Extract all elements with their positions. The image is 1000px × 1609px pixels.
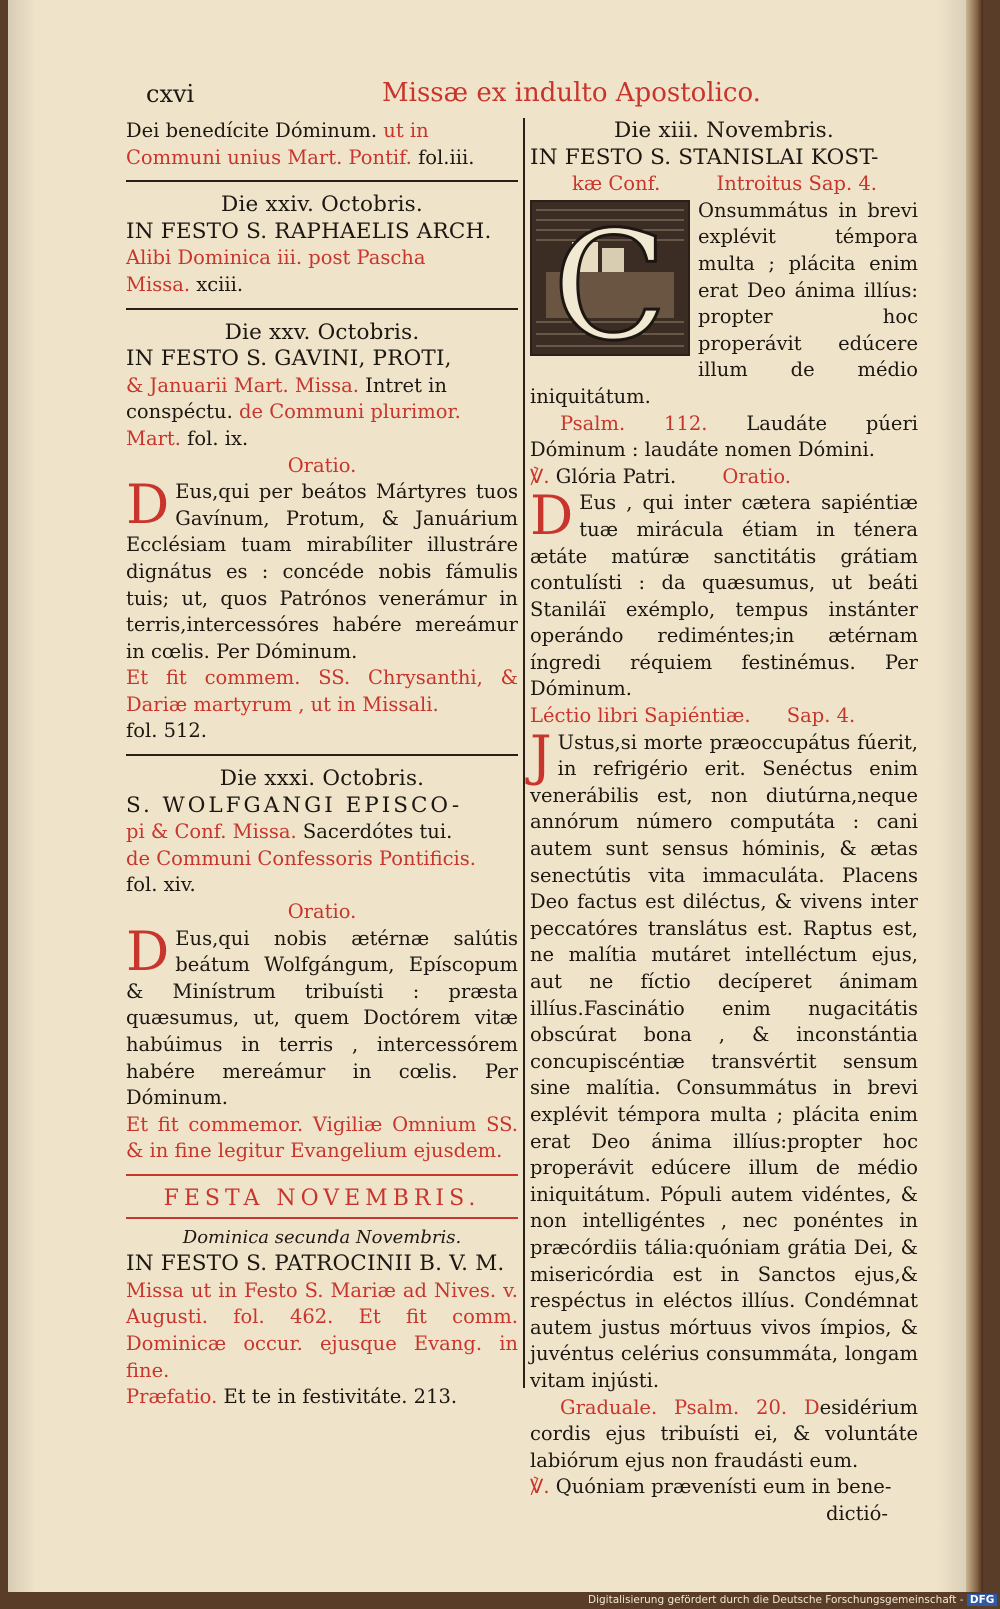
dfg-logo: DFG xyxy=(967,1594,998,1606)
feast-heading: S. WOLFGANGI EPISCO- xyxy=(126,792,463,818)
section-rule xyxy=(126,180,518,182)
text-line: Præfatio. Et te in festivitáte. 213. xyxy=(126,1385,458,1409)
commemoration: Et fit commem. SS. Chrysanthi, & Dariæ martyrum , ut in Missali. xyxy=(126,666,518,716)
feast-date: Die xxv. Octobris. xyxy=(224,319,420,345)
oratio-heading: Oratio. xyxy=(287,453,357,477)
right-column xyxy=(530,118,918,1527)
book-page xyxy=(8,0,983,1592)
catchword: dictió- xyxy=(825,1501,888,1525)
rubric-line: de Communi Confessoris Pontificis. xyxy=(126,846,476,870)
feast-heading: IN FESTO S. STANISLAI KOST- xyxy=(530,144,879,170)
decorated-initial xyxy=(530,200,690,356)
month-heading: FESTA NOVEMBRIS. xyxy=(163,1185,481,1211)
prayer-text: D Eus , qui inter cætera sapiéntiæ tuæ mirácula étiam in ténera ætáte matúræ sanctitátis grátiam contulísti : da quæsumus, ut beáti Staniláï exémplo, tempus instánter operándo rediméntes;in ætérnam íngredi réquiem festinémus. Per Dóminum. xyxy=(530,484,918,701)
rubric-text: Missa ut in Festo S. Mariæ ad Nives. v. Augusti. fol. 462. Et fit comm. Dominicæ occur. ejusque Evang. in fine. xyxy=(126,1278,518,1382)
section-rule xyxy=(126,308,518,310)
feast-date: Die xiii. Novembris. xyxy=(614,118,834,143)
text-line: Mart. fol. ix. xyxy=(126,426,249,450)
text-line: Communi unius Mart. Pontif. fol.iii. xyxy=(126,145,475,169)
sunday-subtitle: Dominica secunda Novembris. xyxy=(182,1226,462,1248)
introit-text: C Onsummátus in brevi explévit témpora multa ; plácita enim erat Deo ánima illíus: propter hoc properávit edúcere illum de médio iniquitátum. xyxy=(530,198,918,408)
section-rule xyxy=(126,754,518,756)
digitization-credit: Digitalisierung gefördert durch die Deutsche Forschungsgemeinschaft - DFG xyxy=(588,1594,997,1606)
text-line: Léctio libri Sapiéntiæ. Sap. 4. xyxy=(530,704,856,728)
drop-initial: D xyxy=(530,484,574,548)
initial-letter: C xyxy=(552,201,668,354)
text-line: & Januarii Mart. Missa. Intret in xyxy=(126,373,447,397)
commemoration: Et fit commemor. Vigiliæ Omnium SS. & in fine legitur Evangelium ejusdem. xyxy=(126,1112,518,1163)
text-line: ℣. Glória Patri. Oratio. xyxy=(530,464,791,488)
text-line: Dei benedícite Dóminum. ut in xyxy=(126,119,429,142)
running-title: Missæ ex indulto Apostolico. xyxy=(382,78,761,108)
feast-heading: IN FESTO S. RAPHAELIS ARCH. xyxy=(126,218,492,244)
text-line: Missa. xciii. xyxy=(126,272,244,296)
woodcut-initial-icon xyxy=(532,202,688,354)
rubric-line: Alibi Dominica iii. post Pascha xyxy=(126,246,426,270)
text-line: conspéctu. de Communi plurimor. xyxy=(126,400,461,424)
feast-heading: IN FESTO S. GAVINI, PROTI, xyxy=(126,346,452,372)
text-line: kæ Conf. Introitus Sap. 4. xyxy=(572,172,877,196)
feast-date: Die xxiv. Octobris. xyxy=(221,192,423,218)
folio-ref: fol. 512. xyxy=(126,719,208,743)
section-rule xyxy=(126,1174,518,1176)
drop-initial: D xyxy=(126,473,170,537)
prayer-text: D Eus,qui per beátos Mártyres tuos Gavínum, Protum, & Januárium Ecclésiam tuam mirabíliter illustráre dignátus es : concéde nobis fámulis tuis; ut, quos Patrónos venerámur in terris,intercessóres habére mereámur in cœlis. Per Dóminum. xyxy=(126,473,518,663)
prayer-text: D Eus,qui nobis ætérnæ salútis beátum Wolfgángum, Epíscopum & Minístrum tribuísti : præsta quæsumus, ut, quem Doctórem vitæ habúimus in terris , intercessórem habére mereámur in cœlis. Per Dóminum. xyxy=(126,919,518,1110)
left-column xyxy=(126,118,518,1411)
section-rule xyxy=(126,1217,518,1219)
page-number: cxvi xyxy=(146,80,195,108)
text-line: ℣. Quóniam prævenísti eum in bene- xyxy=(530,1475,892,1499)
feast-date: Die xxxi. Octobris. xyxy=(219,766,425,792)
gradual-text: Graduale. Psalm. 20. Desidérium cordis ejus tribuísti ei, & voluntáte labiórum ejus non fraudásti eum. xyxy=(530,1395,919,1472)
drop-initial: D xyxy=(126,919,170,983)
running-header xyxy=(146,78,936,114)
text-line: pi & Conf. Missa. Sacerdótes tui. xyxy=(126,820,453,844)
page-edge xyxy=(966,0,983,1592)
lesson-text: J Ustus,si morte præoccupátus fúerit, in refrigério erit. Senéctus enim venerábilis est, non diutúrna,neque annórum número computáta : cani autem sunt sensus hóminis, & ætas senectútis vita immaculáta. Placens Deo factus est diléctus, & vivens inter peccatóres translátus est. Raptus est, ne malítia mutáret intelléctum ejus, aut ne fíctio decíperet ánimam illíus.Fascinátio enim nugacitátis obscúrat bona , & inconstántia concupiscéntiæ transvértit sensum sine malítia. Consummátus in brevi explévit témpora multa ; plácita enim erat Deo ánima illíus:propter hoc properávit edúcere illum de médio iniquitátum. Pópuli autem vidéntes, & non intelligéntes , nec ponéntes in præcórdiis tália:quóniam grátia Dei, & misericórdia est in Sanctos ejus,& respéctus in eléctos illíus. Condémnat autem justus mórtuus vivos ímpios, & juvéntus celérius consummáta, longam vitam injústi. xyxy=(530,723,918,1392)
oratio-heading: Oratio. xyxy=(287,900,357,924)
feast-heading: IN FESTO S. PATROCINII B. V. M. xyxy=(126,1251,505,1277)
drop-initial: J xyxy=(530,723,552,787)
column-divider xyxy=(523,118,525,1388)
psalm-line: Psalm. 112. Laudáte púeri Dóminum : laudáte nomen Dómini. xyxy=(530,411,918,462)
folio-ref: fol. xiv. xyxy=(126,873,196,897)
